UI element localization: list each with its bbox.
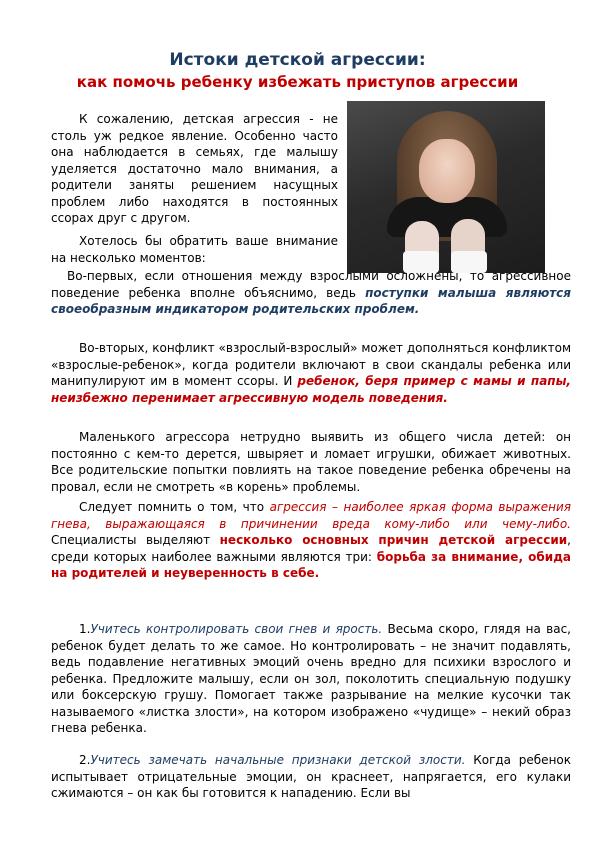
second-emphasis: ребенок, беря пример с мамы и папы, неизбежно перенимает агрессивную модель поведения. bbox=[51, 374, 571, 405]
paragraph-causes bbox=[51, 499, 571, 582]
item-1-heading: Учитесь контролировать свои гнев и ярость. bbox=[90, 622, 383, 636]
three-causes: борьба за внимание, обида на родителей и неуверенность в себе. bbox=[51, 549, 571, 580]
paragraph-intro: К сожалению, детская агрессия - не столь уж редкое явление. Особенно часто она наблюдается в семьях, где малышу уделяется достаточно мало внимания, а родители заняты решением насущных проблем либо находятся в постоянных ссорах друг с другом. bbox=[51, 112, 338, 225]
causes-highlight: несколько основных причин детской агрессии bbox=[219, 533, 568, 547]
first-text: Во-первых, если отношения между взрослыми осложнены, то агрессивное поведение ребенка вполне объяснимо, ведь bbox=[51, 269, 571, 300]
causes-text-e: , среди которых наиболее важными являются три: bbox=[51, 533, 571, 564]
causes-text-a: Следует помнить о том, что bbox=[79, 500, 270, 514]
page-title: Истоки детской агрессии: bbox=[169, 50, 426, 70]
second-text: Во-вторых, конфликт «взрослый-взрослый» может дополняться конфликтом «взрослые-ребенок», когда родители включают в свои скандалы ребенка или манипулируют им в момент ссоры. И bbox=[51, 341, 571, 388]
aggression-definition: агрессия – наиболее яркая форма выражения гнева, выражающаяся в причинении вреда кому-либо или чему-либо. bbox=[51, 500, 571, 531]
paragraph-attention: Хотелось бы обратить ваше внимание на несколько моментов: bbox=[51, 234, 338, 265]
item-1-body: Весьма скоро, глядя на вас, ребенок будет делать то же самое. Но контролировать – не значит подавлять, ведь подавление негативных эмоций очень вредно для психики взрослого и ребенка. Предложите малышу, если он зол, поколотить специальную подушку или боксерскую грушу. Помогает также разрывание на мелкие кусочки так называемого «листка злости», на котором изображено «чудище» – некий образ гнева ребенка. bbox=[51, 622, 571, 735]
item-1-number: 1. bbox=[79, 622, 91, 636]
list-item-2 bbox=[51, 752, 571, 802]
item-2-body: Когда ребенок испытывает отрицательные эмоции, он краснеет, напрягается, его кулаки сжимаются – он как бы готовится к нападению. Если вы bbox=[51, 753, 572, 800]
item-2-number: 2. bbox=[79, 753, 91, 767]
paragraph-first bbox=[51, 268, 571, 318]
item-2-heading: Учитесь замечать начальные признаки детской злости. bbox=[90, 753, 466, 767]
first-emphasis: поступки малыша являются своеобразным индикатором родительских проблем. bbox=[51, 285, 572, 316]
list-item-1 bbox=[51, 621, 571, 737]
page-subtitle: как помочь ребенку избежать приступов агрессии bbox=[76, 73, 519, 91]
photo-angry-girl bbox=[347, 101, 545, 273]
paragraph-aggressor: Маленького агрессора нетрудно выявить из общего числа детей: он постоянно с кем-то дерется, швыряет и ломает игрушки, обижает животных. Все родительские попытки повлиять на такое поведение ребенка обречены на провал, если не смотреть «в корень» проблемы. bbox=[51, 430, 571, 494]
paragraph-second bbox=[51, 340, 571, 406]
causes-text-c: Специалисты выделяют bbox=[51, 533, 220, 547]
